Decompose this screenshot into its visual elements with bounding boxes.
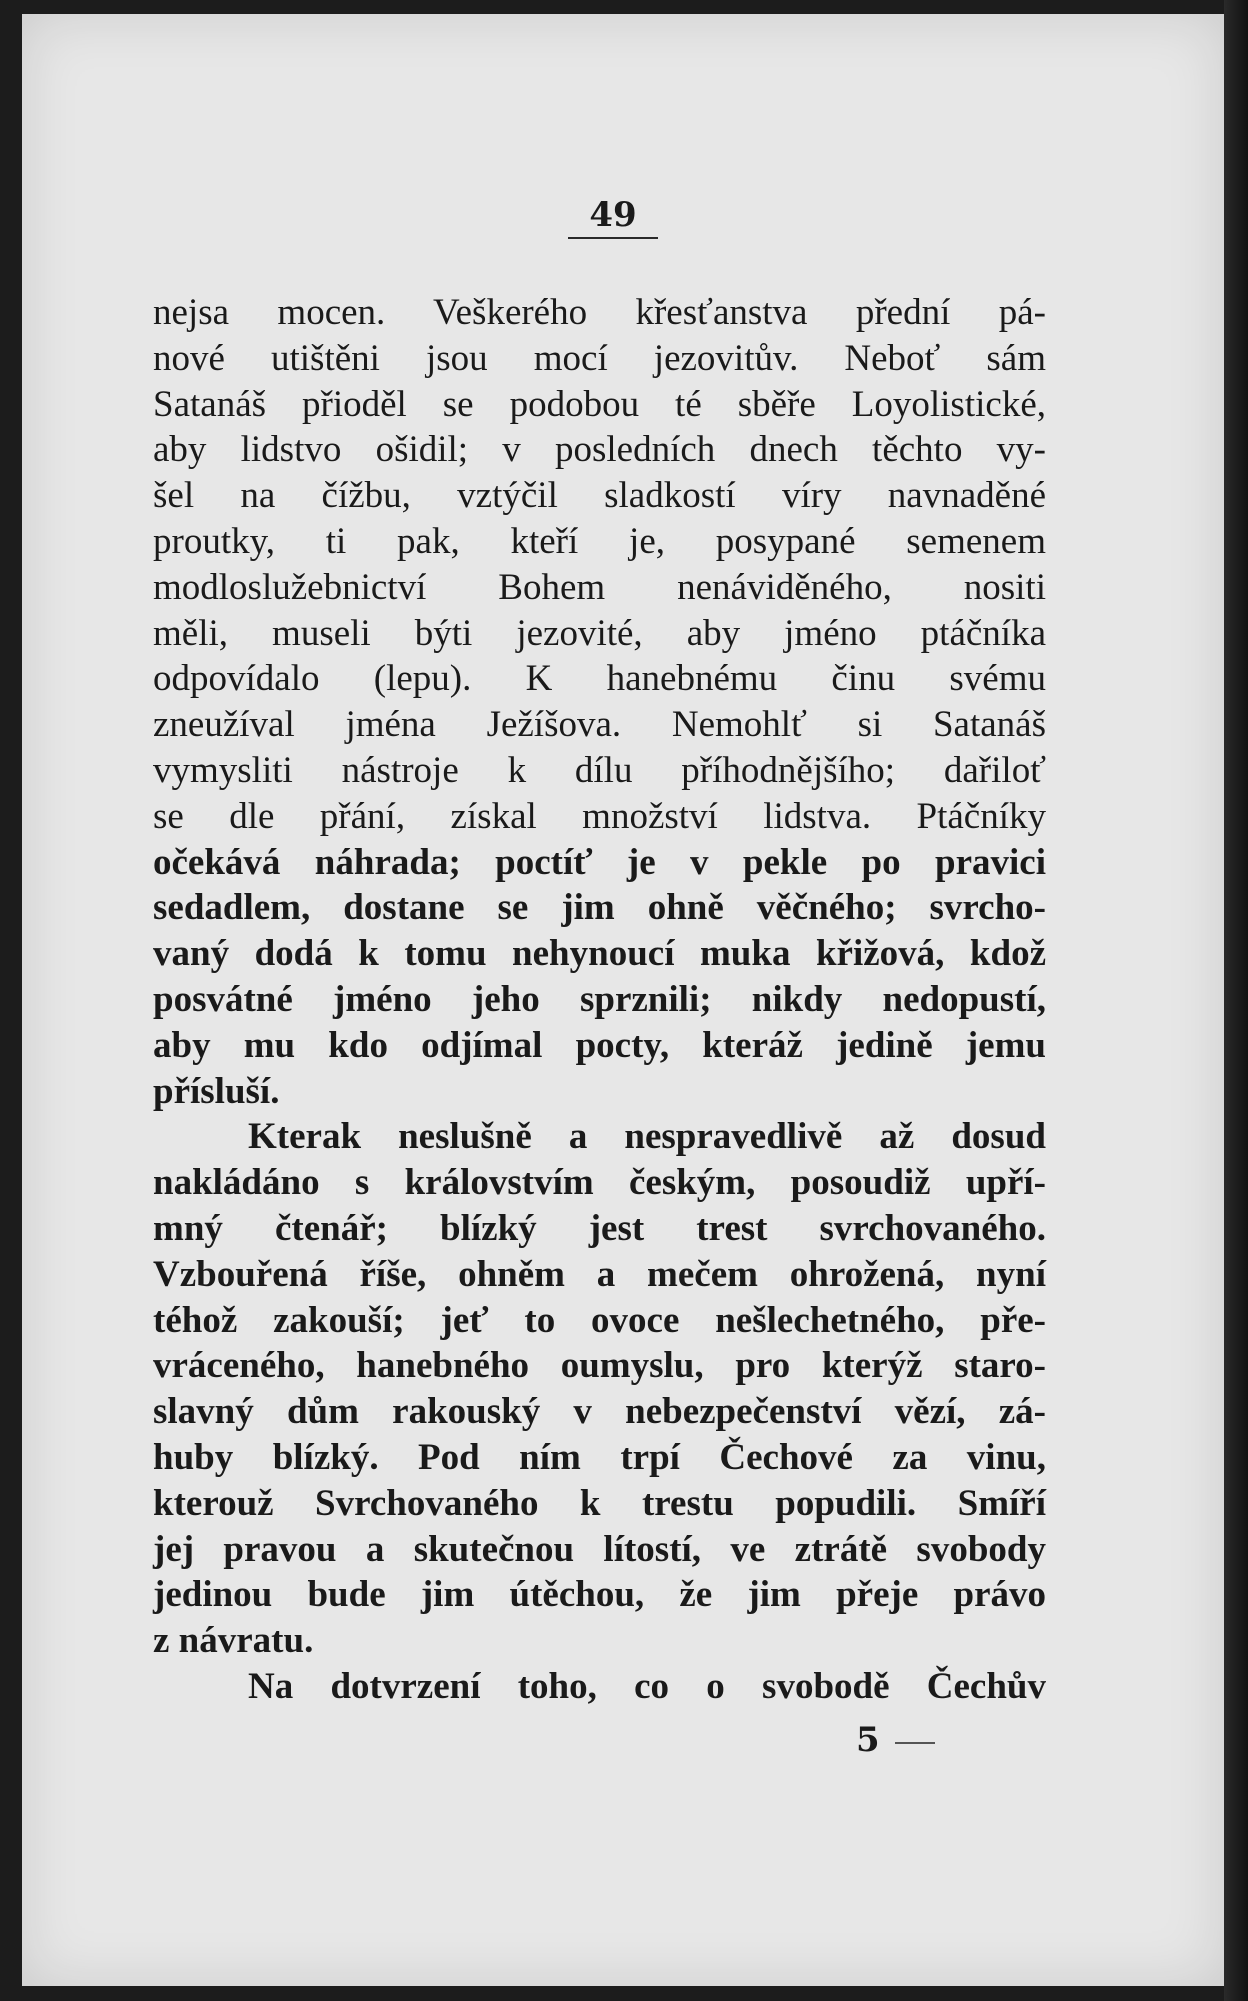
text-line: slavný dům rakouský v nebezpečenství vězí, zá- [153,1391,1046,1433]
text-line: nejsa mocen. Veškerého křesťanstva přední pá- [153,292,1046,333]
text-line: vaný dodá k tomu nehynoucí muka křižová, kdož [153,933,1046,975]
text-line: Vzbouřená říše, ohněm a mečem ohrožená, nyní [153,1253,1046,1295]
text-line: očekává náhrada; poctíť je v pekle po pravici [153,841,1046,883]
text-line: mný čtenář; blízký jest trest svrchovaného. [153,1207,1046,1249]
text-line: zneužíval jména Ježíšova. Nemohlť si Satanáš [153,704,1046,746]
text-line: nové utištěni jsou mocí jezovitův. Neboť sám [153,337,1046,379]
text-line: téhož zakouší; jeť to ovoce nešlechetného, pře- [153,1299,1046,1341]
text-line: sedadlem, dostane se jim ohně věčného; svrcho- [153,887,1046,929]
text-line: vymysliti nástroje k dílu příhodnějšího; dařiloť [153,749,1046,791]
text-line: modloslužebnictví Bohem nenáviděného, nositi [153,566,1046,608]
text-line: měli, museli býti jezovité, aby jméno ptáčníka [153,612,1046,654]
text-line: Na dotvrzení toho, co o svobodě Čechův [248,1665,1046,1707]
text-line: jedinou bude jim útěchou, že jim přeje právo [153,1574,1046,1616]
page-edge-shadow [1224,0,1248,2001]
text-line: jej pravou a skutečnou lítostí, ve ztrátě svobody [153,1528,1046,1570]
body-text [153,290,1046,1710]
text-line: aby mu kdo odjímal pocty, kteráž jedině jemu [153,1024,1046,1066]
text-line: kterouž Svrchovaného k trestu popudili. Smíří [153,1482,1046,1524]
text-line: vráceného, hanebného oumyslu, pro kterýž staro- [153,1345,1046,1387]
text-line: odpovídalo (lepu). K hanebnému činu svému [153,658,1046,700]
text-line: proutky, ti pak, kteří je, posypané semenem [153,520,1046,562]
text-line: Satanáš přioděl se podobou té sběře Loyolistické, [153,383,1046,425]
text-line: posvátné jméno jeho sprznili; nikdy nedopustí, [153,978,1046,1020]
text-line: nakládáno s královstvím českým, posoudiž upří- [153,1162,1046,1204]
text-line: Kterak neslušně a nespravedlivě až dosud [248,1116,1046,1158]
text-line: šel na čížbu, vztýčil sladkostí víry navnaděné [153,475,1046,517]
signature-mark: 5 [856,1720,880,1760]
text-line: se dle přání, získal množství lidstva. Ptáčníky [153,795,1046,837]
text-line: aby lidstvo ošidil; v posledních dnech těchto vy- [153,429,1046,471]
page-number: 49 [568,195,658,239]
signature-dash [895,1742,935,1744]
text-line: huby blízký. Pod ním trpí Čechové za vinu, [153,1436,1046,1478]
text-line: přísluší. [153,1070,280,1112]
text-line: z návratu. [153,1620,314,1662]
